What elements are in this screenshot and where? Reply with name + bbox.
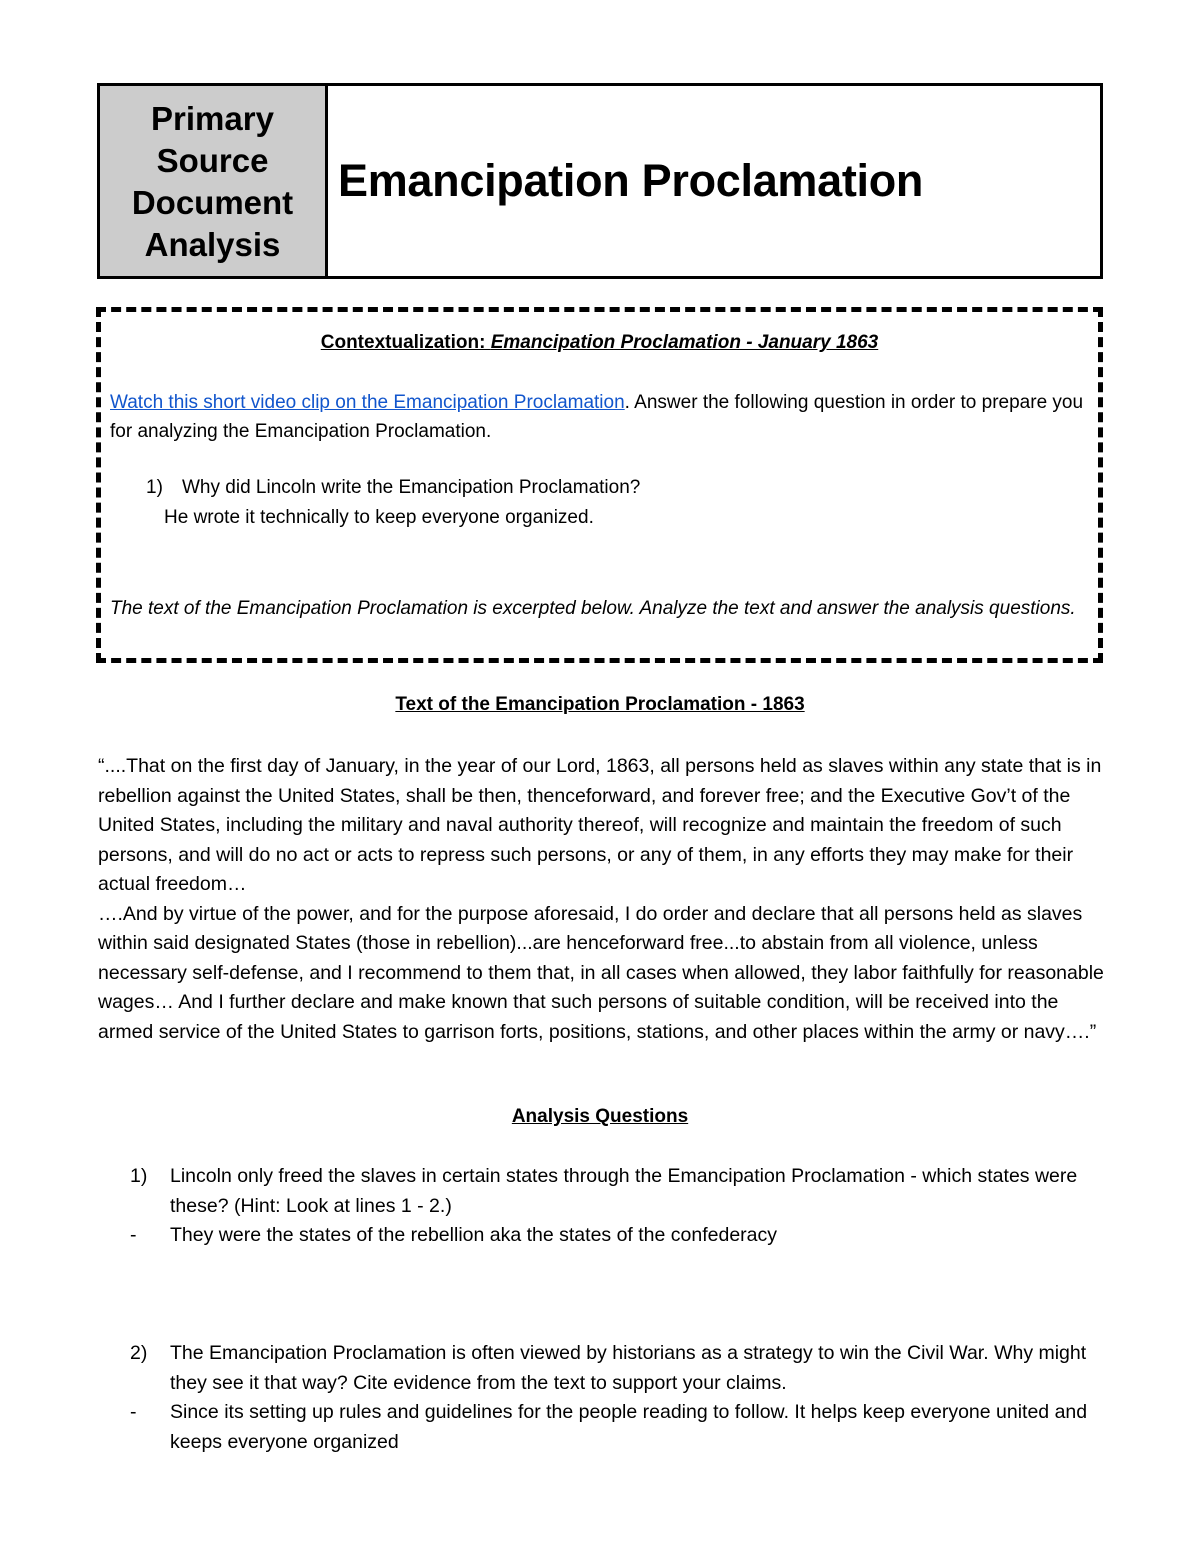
context-footer: The text of the Emancipation Proclamation is excerpted below. Analyze the text and answer the analysis questions. (110, 598, 1076, 619)
label-line: Primary (151, 100, 274, 137)
contextualization-box (96, 307, 1103, 663)
question-number: 2) (130, 1342, 148, 1364)
instruction-paragraph (110, 388, 1095, 446)
label-line: Document (131, 184, 294, 221)
instruction-text: . Answer the following question in order to prepare you for analyzing the Emancipation Proclamation. (110, 392, 1084, 442)
title-prefix: Contextualization: (320, 332, 491, 353)
label-line: Source (156, 142, 269, 179)
excerpt-text (98, 752, 1108, 1047)
document-title: Emancipation Proclamation (338, 155, 924, 206)
excerpt-paragraph: ….And by virtue of the power, and for the purpose aforesaid, I do order and declare that all persons held as slaves within said designated States (those in rebellion)...are henceforward free...to abstain from all violence, unless necessary self-defense, and I recommend to them that, in all cases when allowed, they labor faithfully for reasonable wages… And I further declare and make known that such persons of suitable condition, will be received into the armed service of the United States to garrison forts, positions, stations, and other places within the army or navy….” (98, 902, 1104, 1043)
question-text: Why did Lincoln write the Emancipation Proclamation? (182, 477, 641, 498)
title-italic: Emancipation Proclamation - January 1863 (490, 332, 879, 353)
excerpt-paragraph: “....That on the first day of January, in the year of our Lord, 1863, all persons held as slaves within any state that is in rebellion against the United States, shall be then, thenceforward, and forever free; and the Executive Gov’t of the United States, including the military and naval authority thereof, will recognize and maintain the freedom of such persons, and will do no act or acts to repress such persons, or any of them, in any efforts they may make for their actual freedom… (98, 755, 1102, 895)
context-answer: He wrote it technically to keep everyone organized. (164, 507, 594, 528)
analysis-heading: Analysis Questions (511, 1106, 689, 1127)
answer-bullet: - (130, 1224, 137, 1246)
answer-bullet: - (130, 1401, 137, 1423)
header-table (97, 83, 1103, 279)
question-number: 1) (146, 477, 163, 498)
question-number: 1) (130, 1165, 148, 1187)
question-text: Lincoln only freed the slaves in certain states through the Emancipation Proclamation - which states were these? (Hint: Look at lines 1 - 2.) (170, 1165, 1078, 1217)
answer-text: They were the states of the rebellion aka the states of the confederacy (170, 1224, 778, 1246)
analysis-question-2 (130, 1339, 1110, 1457)
contextualization-title (101, 332, 1098, 354)
answer-text: Since its setting up rules and guidelines for the people reading to follow. It helps keep everyone united and keeps everyone organized (170, 1401, 1088, 1453)
question-text: The Emancipation Proclamation is often viewed by historians as a strategy to win the Civil War. Why might they see it that way? Cite evidence from the text to support your claims. (170, 1342, 1087, 1394)
video-link[interactable]: Watch this short video clip on the Emancipation Proclamation (110, 392, 625, 413)
excerpt-heading: Text of the Emancipation Proclamation - 1863 (395, 694, 805, 715)
context-question (146, 477, 640, 499)
label-line: Analysis (144, 226, 281, 263)
document-type-label (100, 86, 328, 276)
analysis-question-1 (130, 1162, 1110, 1251)
